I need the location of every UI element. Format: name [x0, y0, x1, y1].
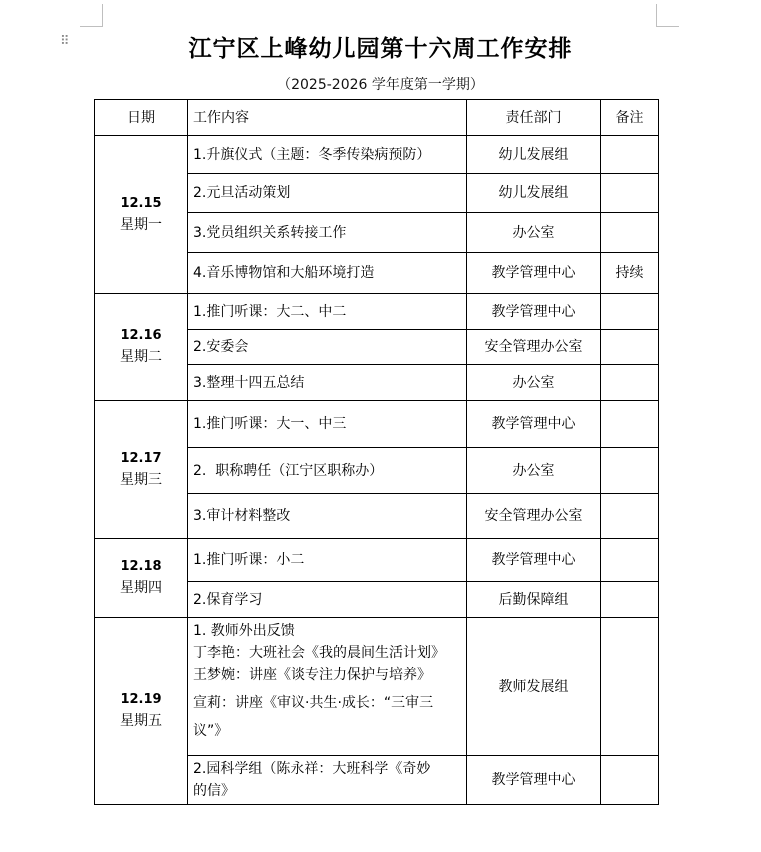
- task-cell[interactable]: 4.音乐博物馆和大船环境打造: [188, 253, 467, 294]
- date-cell-wednesday: [95, 401, 188, 539]
- dept-cell[interactable]: 教学管理中心: [467, 401, 601, 448]
- task-cell[interactable]: 2.安委会: [188, 330, 467, 365]
- table-move-handle-icon[interactable]: ⠿: [60, 34, 71, 49]
- dept-cell[interactable]: 办公室: [467, 448, 601, 494]
- task-line: 的信》: [193, 783, 235, 799]
- document-subtitle: （2025-2026 学年度第一学期）: [277, 77, 484, 93]
- task-line: 2.园科学组（陈永祥：大班科学《奇妙: [193, 761, 431, 777]
- task-cell[interactable]: 1.推门听课：小二: [188, 539, 467, 582]
- weekday-value: 星期一: [120, 216, 162, 233]
- dept-cell[interactable]: 后勤保障组: [467, 582, 601, 618]
- dept-cell[interactable]: 安全管理办公室: [467, 330, 601, 365]
- task-cell[interactable]: [188, 756, 467, 805]
- task-cell[interactable]: 3.整理十四五总结: [188, 365, 467, 401]
- task-line: 王梦婉：讲座《谈专注力保护与培养》: [193, 667, 431, 683]
- dept-cell[interactable]: 幼儿发展组: [467, 174, 601, 213]
- date-value: 12.19: [120, 692, 162, 707]
- table-row: [95, 539, 659, 582]
- date-value: 12.16: [120, 328, 162, 343]
- date-cell-thursday: [95, 539, 188, 618]
- document-title: 江宁区上峰幼儿园第十六周工作安排: [188, 35, 573, 62]
- weekday-value: 星期二: [120, 349, 162, 365]
- note-cell[interactable]: [601, 330, 659, 365]
- note-cell[interactable]: [601, 756, 659, 805]
- task-line: 1. 教师外出反馈: [193, 623, 295, 639]
- note-cell[interactable]: [601, 213, 659, 253]
- date-cell-friday: [95, 618, 188, 805]
- dept-cell[interactable]: 教学管理中心: [467, 253, 601, 294]
- header-dept: 责任部门: [467, 100, 601, 136]
- header-task: 工作内容: [188, 100, 467, 136]
- schedule-table: [94, 99, 659, 805]
- weekday-value: 星期三: [120, 471, 162, 488]
- weekday-value: 星期四: [120, 580, 162, 596]
- date-value: 12.15: [120, 195, 162, 211]
- date-value: 12.18: [120, 559, 162, 574]
- date-value: 12.17: [120, 450, 162, 466]
- note-cell[interactable]: [601, 494, 659, 539]
- note-cell[interactable]: [601, 448, 659, 494]
- header-date: 日期: [95, 100, 188, 136]
- task-cell[interactable]: 1.推门听课：大二、中二: [188, 294, 467, 330]
- dept-cell[interactable]: 办公室: [467, 213, 601, 253]
- note-cell[interactable]: [601, 401, 659, 448]
- table-header-row: [95, 100, 659, 136]
- table-row: [95, 136, 659, 174]
- table-row: [95, 294, 659, 330]
- date-cell-tuesday: [95, 294, 188, 401]
- dept-cell[interactable]: 幼儿发展组: [467, 136, 601, 174]
- dept-cell[interactable]: 教师发展组: [467, 618, 601, 756]
- table-row: [95, 618, 659, 756]
- weekday-value: 星期五: [120, 713, 162, 729]
- dept-cell[interactable]: 教学管理中心: [467, 539, 601, 582]
- task-cell[interactable]: 1.升旗仪式（主题：冬季传染病预防）: [188, 136, 467, 174]
- table-row: [95, 401, 659, 448]
- task-cell[interactable]: 2. 职称聘任（江宁区职称办）: [188, 448, 467, 494]
- note-cell[interactable]: [601, 294, 659, 330]
- header-note: 备注: [601, 100, 659, 136]
- dept-cell[interactable]: 办公室: [467, 365, 601, 401]
- task-line: 宣莉：讲座《审议·共生·成长：“三审三: [193, 695, 434, 711]
- crop-mark-top-right: [656, 4, 679, 27]
- task-cell[interactable]: [188, 618, 467, 756]
- task-cell[interactable]: 3.审计材料整改: [188, 494, 467, 539]
- task-line: 丁李艳：大班社会《我的晨间生活计划》: [193, 645, 445, 661]
- crop-mark-top-left: [80, 4, 103, 27]
- note-cell[interactable]: [601, 618, 659, 756]
- note-cell[interactable]: [601, 539, 659, 582]
- dept-cell[interactable]: 安全管理办公室: [467, 494, 601, 539]
- task-cell[interactable]: 2.元旦活动策划: [188, 174, 467, 213]
- note-cell[interactable]: [601, 582, 659, 618]
- task-cell[interactable]: 1.推门听课：大一、中三: [188, 401, 467, 448]
- date-cell-monday: [95, 136, 188, 294]
- dept-cell[interactable]: 教学管理中心: [467, 756, 601, 805]
- dept-cell[interactable]: 教学管理中心: [467, 294, 601, 330]
- note-cell[interactable]: [601, 174, 659, 213]
- task-cell[interactable]: 3.党员组织关系转接工作: [188, 213, 467, 253]
- note-cell[interactable]: [601, 136, 659, 174]
- task-cell[interactable]: 2.保育学习: [188, 582, 467, 618]
- task-line: 议”》: [193, 723, 229, 739]
- note-cell[interactable]: [601, 365, 659, 401]
- note-cell[interactable]: 持续: [601, 253, 659, 294]
